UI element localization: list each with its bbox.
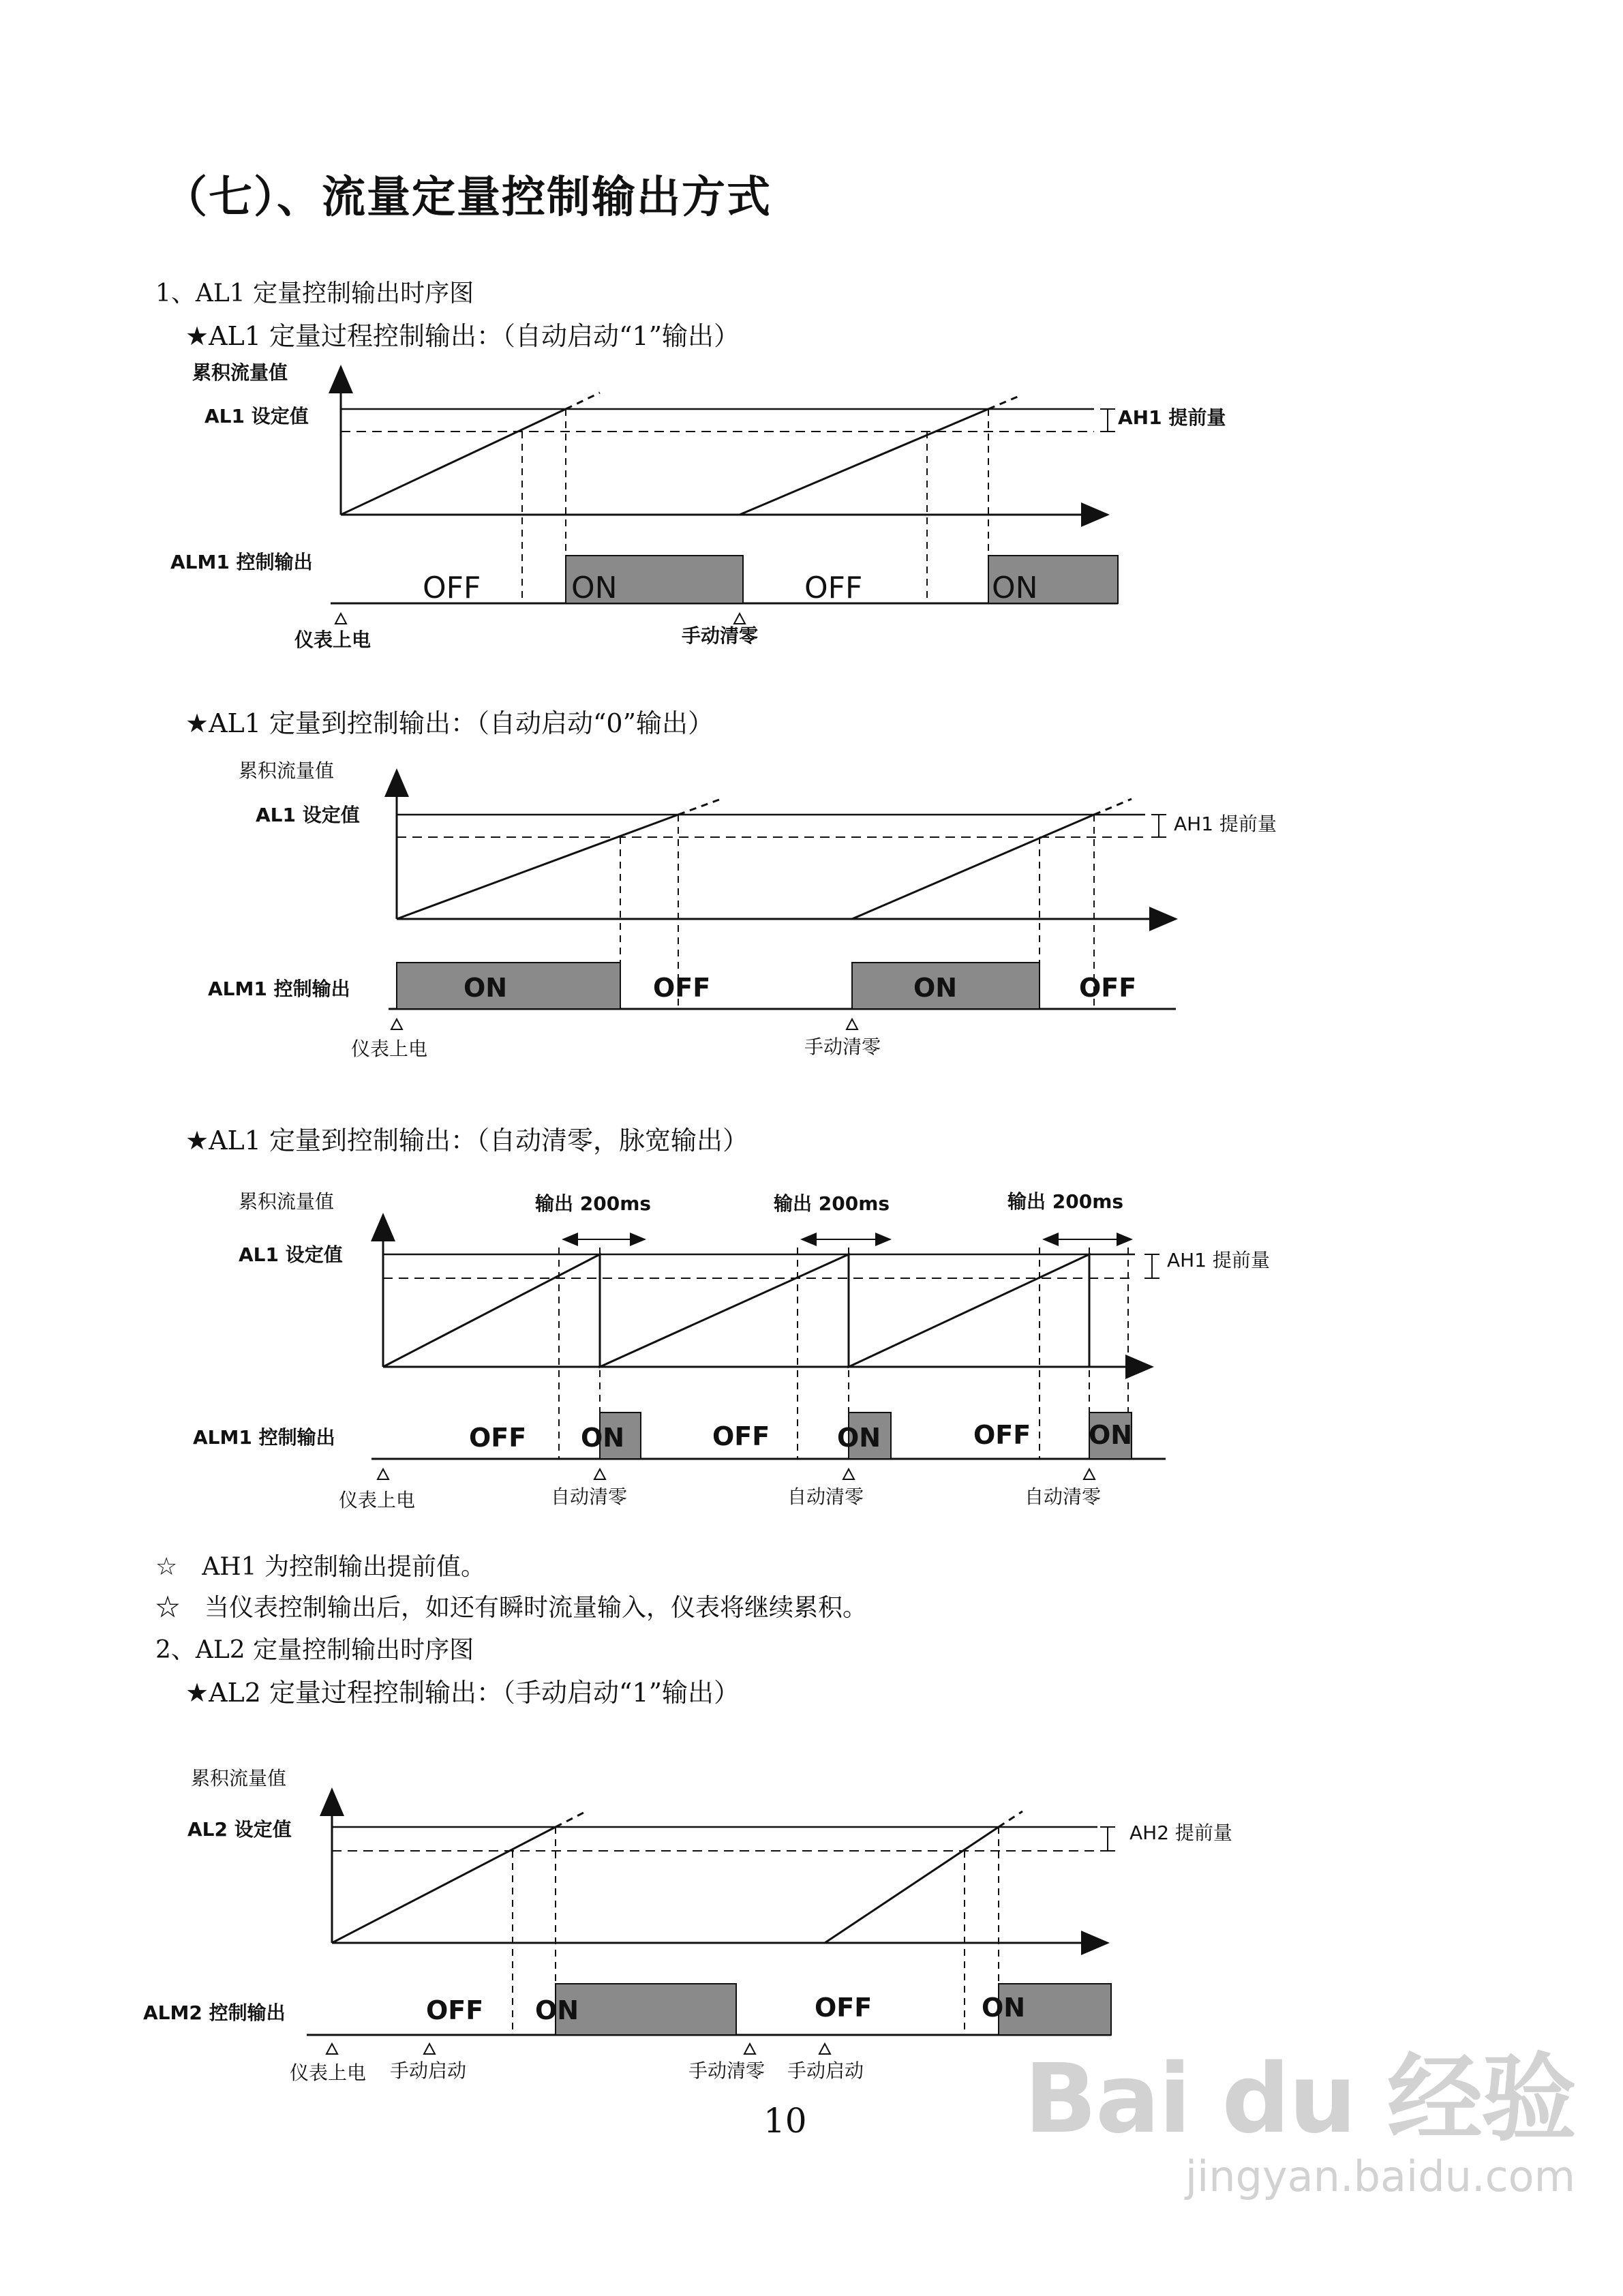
state-on: ON	[992, 571, 1038, 605]
state-off: OFF	[973, 1420, 1031, 1450]
event-manual-reset: 手动清零	[682, 624, 759, 647]
page-title: （七）、流量定量控制输出方式	[164, 172, 772, 223]
diagram-1-caption: ★AL1 定量过程控制输出：（自动启动“1”输出）	[185, 321, 740, 351]
y-axis-label: 累积流量值	[192, 361, 288, 384]
state-on: ON	[982, 1993, 1026, 2023]
advance-label: AH1 提前量	[1174, 813, 1277, 835]
state-off: OFF	[712, 1421, 770, 1451]
event-manual-start-2: 手动启动	[787, 2059, 864, 2082]
pulse-label-2: 输出 200ms	[774, 1192, 890, 1215]
pulse-label-1: 输出 200ms	[535, 1192, 652, 1215]
output-label: ALM1 控制输出	[208, 978, 350, 1000]
event-power-on: 仪表上电	[294, 629, 371, 651]
event-power-on: 仪表上电	[351, 1038, 428, 1060]
y-axis-label: 累积流量值	[191, 1767, 287, 1789]
state-on: ON	[535, 1995, 579, 2025]
event-power-on: 仪表上电	[290, 2061, 367, 2084]
note-2: ☆ 当仪表控制输出后，如还有瞬时流量输入，仪表将继续累积。	[155, 1594, 868, 1622]
event-manual-reset: 手动清零	[688, 2059, 765, 2082]
pulse-label-3: 输出 200ms	[1007, 1190, 1124, 1213]
output-label: ALM1 控制输出	[193, 1426, 335, 1449]
state-off: OFF	[469, 1423, 527, 1453]
note-1: ☆ AH1 为控制输出提前值。	[155, 1553, 486, 1581]
section-2-heading: 2、AL2 定量控制输出时序图	[155, 1636, 474, 1664]
state-off: OFF	[426, 1995, 484, 2025]
state-on: ON	[837, 1423, 881, 1453]
advance-label: AH1 提前量	[1167, 1249, 1270, 1271]
event-auto-reset-3: 自动清零	[1025, 1485, 1102, 1508]
event-auto-reset-1: 自动清零	[551, 1485, 628, 1508]
state-on: ON	[1089, 1420, 1133, 1450]
state-off: OFF	[423, 571, 481, 605]
baidu-watermark	[1024, 2044, 1575, 2201]
state-on: ON	[913, 973, 958, 1003]
watermark-logo: Bai du 经验	[1024, 2044, 1575, 2155]
setpoint-label: AL2 设定值	[187, 1818, 292, 1841]
setpoint-label: AL1 设定值	[239, 1243, 343, 1266]
page-number: 10	[763, 2101, 807, 2141]
state-on: ON	[464, 973, 508, 1003]
state-off: OFF	[804, 571, 863, 605]
advance-label: AH1 提前量	[1118, 406, 1226, 429]
y-axis-label: 累积流量值	[239, 1190, 335, 1213]
diagram-3-caption: ★AL1 定量到控制输出：（自动清零，脉宽输出）	[185, 1126, 749, 1155]
state-on: ON	[571, 571, 618, 605]
section-1-heading: 1、AL1 定量控制输出时序图	[155, 280, 474, 307]
state-on: ON	[581, 1423, 625, 1453]
y-axis-label: 累积流量值	[239, 759, 335, 782]
diagram-2-caption: ★AL1 定量到控制输出：（自动启动“0”输出）	[185, 708, 714, 738]
state-off: OFF	[653, 973, 711, 1003]
event-power-on: 仪表上电	[339, 1489, 416, 1511]
advance-label: AH2 提前量	[1129, 1822, 1232, 1844]
event-auto-reset-2: 自动清零	[787, 1485, 864, 1508]
setpoint-label: AL1 设定值	[204, 405, 309, 427]
setpoint-label: AL1 设定值	[256, 804, 360, 826]
output-label: ALM2 控制输出	[143, 2002, 286, 2024]
state-off: OFF	[1079, 973, 1137, 1003]
state-off: OFF	[815, 1993, 873, 2023]
event-manual-start-1: 手动启动	[390, 2059, 467, 2082]
diagram-4-caption: ★AL2 定量过程控制输出：（手动启动“1”输出）	[185, 1678, 740, 1708]
event-manual-reset: 手动清零	[804, 1036, 881, 1058]
output-label: ALM1 控制输出	[170, 551, 313, 573]
watermark-url: jingyan.baidu.com	[1185, 2151, 1575, 2201]
